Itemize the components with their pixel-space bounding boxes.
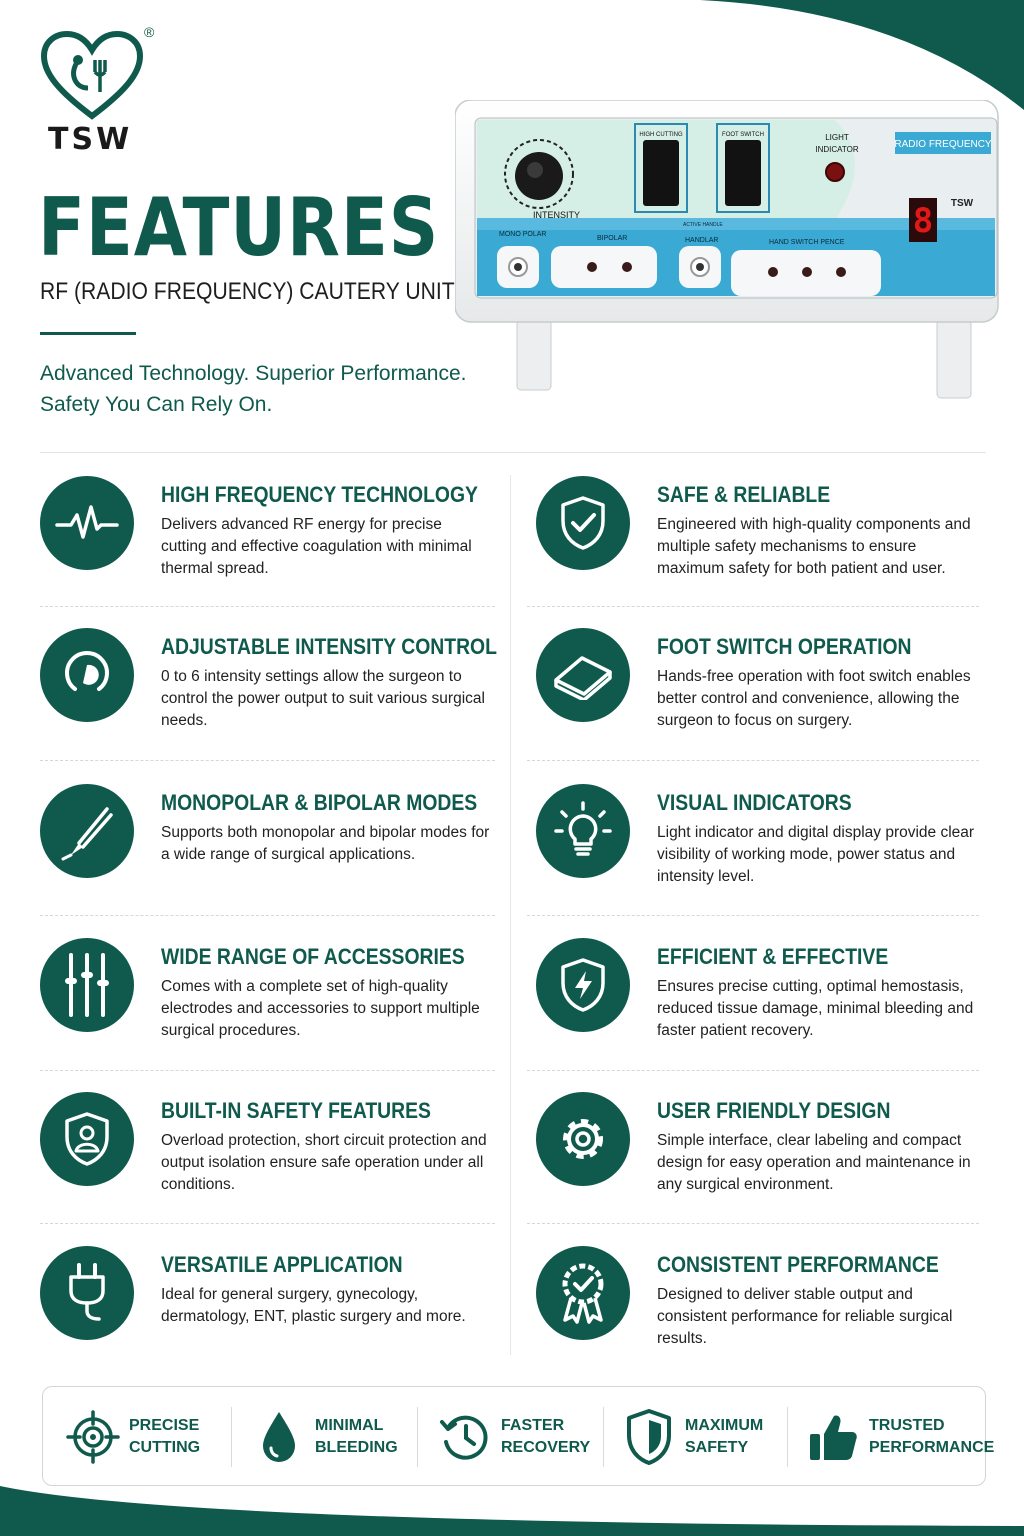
brand-name: TSW	[48, 122, 133, 157]
feature-item	[40, 938, 490, 1078]
feature-item	[536, 476, 986, 616]
device-light-label-1: LIGHT	[825, 133, 849, 142]
row-divider	[40, 760, 495, 761]
feature-item	[536, 628, 986, 768]
target-icon	[65, 1409, 121, 1465]
feature-item	[40, 1092, 490, 1232]
feature-item	[536, 938, 986, 1078]
feature-title: VISUAL INDICATORS	[657, 790, 852, 815]
row-divider	[527, 606, 979, 607]
feature-description: Comes with a complete set of high-quality electrodes and accessories to support multiple surgical procedures.	[161, 978, 480, 1039]
brand-logo	[40, 24, 160, 160]
device-switch-2-label: FOOT SWITCH	[722, 132, 764, 138]
feature-description: Designed to deliver stable output and consistent performance for reliable surgical results.	[657, 1286, 953, 1347]
benefit-separator	[603, 1407, 604, 1467]
benefit-label: PRECISE CUTTING	[129, 1417, 201, 1456]
feature-item	[40, 628, 497, 768]
feature-description: Light indicator and digital display provide clear visibility of working mode, power status and intensity level.	[657, 824, 975, 885]
gear-icon	[536, 1092, 630, 1186]
benefit-label: MINIMAL BLEEDING	[315, 1417, 398, 1456]
clock-rewind-icon	[437, 1409, 493, 1465]
drop-icon	[251, 1409, 307, 1465]
benefit-item	[437, 1387, 611, 1487]
registered-mark: ®	[144, 24, 155, 40]
shield-icon	[621, 1409, 677, 1465]
row-divider	[527, 760, 979, 761]
electrode-pen-icon	[40, 784, 134, 878]
feature-item	[40, 1246, 490, 1386]
benefit-item	[251, 1387, 425, 1487]
feature-item	[536, 1092, 986, 1232]
feature-description: 0 to 6 intensity settings allow the surgeon to control the power output to suit various surgical needs.	[161, 668, 485, 729]
row-divider	[527, 915, 979, 916]
feature-title: EFFICIENT & EFFECTIVE	[657, 944, 889, 969]
feature-title: MONOPOLAR & BIPOLAR MODES	[161, 790, 478, 815]
device-display: 8	[912, 201, 934, 241]
row-divider	[527, 1223, 979, 1224]
shield-user-icon	[40, 1092, 134, 1186]
tagline	[40, 358, 510, 420]
feature-description: Supports both monopolar and bipolar modes for a wide range of surgical applications.	[161, 824, 490, 863]
row-divider	[40, 1070, 495, 1071]
row-divider	[527, 1070, 979, 1071]
feature-description: Engineered with high-quality components and multiple safety mechanisms to ensure maximum safety for both patient and user.	[657, 516, 971, 577]
benefit-separator	[417, 1407, 418, 1467]
device-socket-handle-top-label: ACTIVE HANDLE	[683, 222, 723, 228]
feature-title: ADJUSTABLE INTENSITY CONTROL	[161, 634, 497, 659]
feature-title: WIDE RANGE OF ACCESSORIES	[161, 944, 465, 969]
row-divider	[40, 606, 495, 607]
feature-item	[40, 784, 490, 924]
shield-check-icon	[536, 476, 630, 570]
feature-description: Overload protection, short circuit protection and output isolation ensure safe operation under all conditions.	[161, 1132, 487, 1193]
plug-icon	[40, 1246, 134, 1340]
feature-item	[40, 476, 490, 616]
benefit-separator	[787, 1407, 788, 1467]
benefits-bar	[42, 1386, 995, 1486]
page-subtitle: RF (RADIO FREQUENCY) CAUTERY UNIT	[40, 278, 455, 305]
title-underline	[40, 332, 136, 335]
feature-description: Ensures precise cutting, optimal hemostasis, reduced tissue damage, minimal bleeding and faster patient recovery.	[657, 978, 974, 1039]
feature-item	[536, 784, 986, 924]
device-socket-mono-label: MONO POLAR	[499, 231, 547, 238]
feature-description: Hands-free operation with foot switch enables better control and convenience, allowing the surgeon to focus on surgery.	[657, 668, 971, 729]
device-socket-hand-switch-label: HAND SWITCH PENCE	[769, 239, 845, 246]
tagline-line-2: Safety You Can Rely On.	[40, 393, 273, 416]
feature-title: CONSISTENT PERFORMANCE	[657, 1252, 939, 1277]
benefit-item	[805, 1387, 995, 1487]
feature-description: Delivers advanced RF energy for precise cutting and effective coagulation with minimal thermal spread.	[161, 516, 472, 577]
feature-title: FOOT SWITCH OPERATION	[657, 634, 912, 659]
light-bulb-icon	[536, 784, 630, 878]
shield-bolt-icon	[536, 938, 630, 1032]
feature-description: Simple interface, clear labeling and compact design for easy operation and maintenance in any surgical environment.	[657, 1132, 971, 1193]
row-divider	[40, 1223, 495, 1224]
cautery-unit-illustration	[455, 100, 1000, 400]
award-ribbon-icon	[536, 1246, 630, 1340]
benefit-separator	[231, 1407, 232, 1467]
device-panel-title: RADIO FREQUENCY	[894, 139, 992, 150]
benefit-item	[65, 1387, 239, 1487]
page-title: FEATURES	[38, 181, 440, 274]
feature-title: BUILT-IN SAFETY FEATURES	[161, 1098, 431, 1123]
heart-stethoscope-icon	[40, 30, 144, 122]
benefit-item	[621, 1387, 795, 1487]
device-brand-label: TSW	[950, 198, 974, 209]
feature-item	[536, 1246, 986, 1386]
dial-icon	[40, 628, 134, 722]
device-socket-bipolar-label: BIPOLAR	[597, 235, 628, 242]
electrodes-icon	[40, 938, 134, 1032]
device-socket-handle-label: HANDLAR	[685, 237, 719, 244]
tagline-line-1: Advanced Technology. Superior Performance.	[40, 362, 467, 385]
benefit-label: TRUSTED PERFORMANCE	[869, 1417, 995, 1456]
device-knob-label: INTENSITY	[533, 210, 581, 220]
feature-title: HIGH FREQUENCY TECHNOLOGY	[161, 482, 478, 507]
device-switch-1-label: HIGH CUTTING	[639, 132, 683, 138]
thumbs-up-icon	[805, 1409, 861, 1465]
feature-title: SAFE & RELIABLE	[657, 482, 831, 507]
feature-title: VERSATILE APPLICATION	[161, 1252, 403, 1277]
feature-title: USER FRIENDLY DESIGN	[657, 1098, 891, 1123]
foot-pedal-icon	[536, 628, 630, 722]
feature-description: Ideal for general surgery, gynecology, dermatology, ENT, plastic surgery and more.	[161, 1286, 466, 1325]
heartbeat-icon	[40, 476, 134, 570]
column-divider	[510, 475, 511, 1355]
device-light-label-2: INDICATOR	[815, 145, 859, 154]
section-divider	[40, 452, 986, 453]
benefit-label: FASTER RECOVERY	[501, 1417, 591, 1456]
benefit-label: MAXIMUM SAFETY	[685, 1417, 764, 1456]
row-divider	[40, 915, 495, 916]
